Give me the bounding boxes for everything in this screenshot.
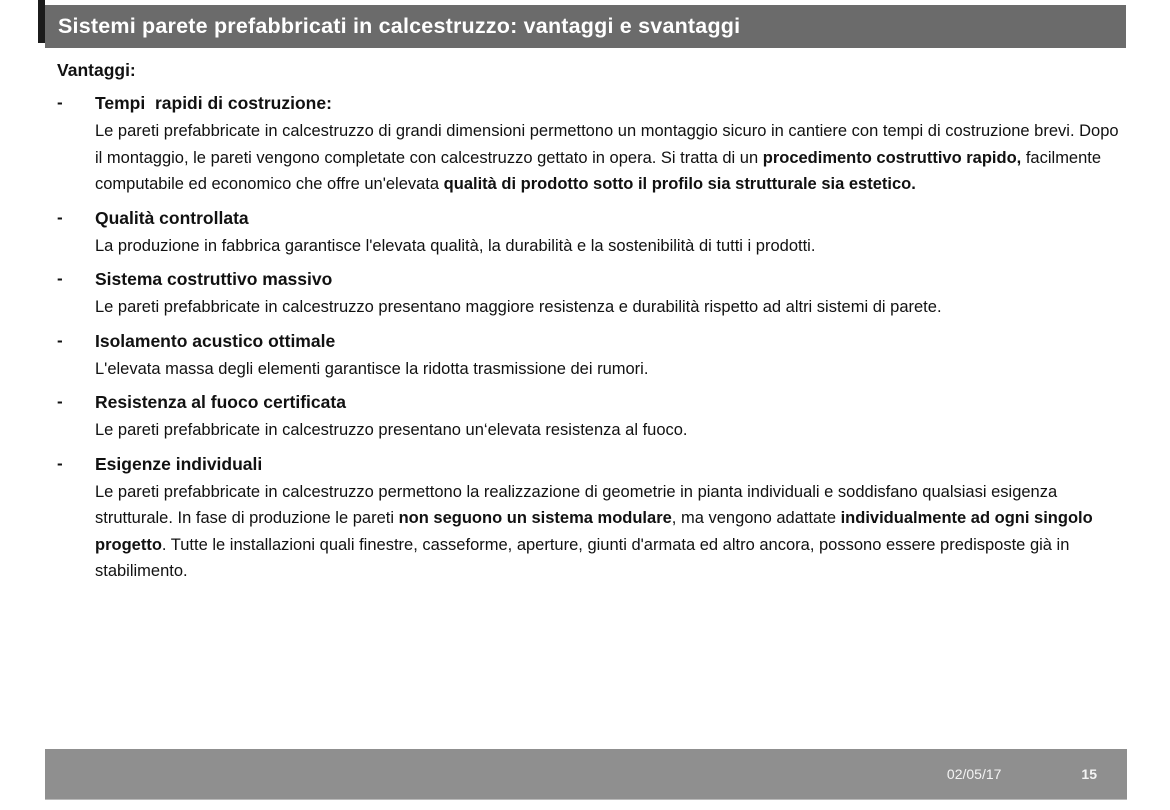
advantage-content [95,206,1122,260]
body-text: facilmente computabile ed economico che offre un'elevata [95,148,1102,193]
body-text: , ma vengono adattate [671,509,841,527]
slide-title: Sistemi parete prefabbricati in calcestruzzo: vantaggi e svantaggi [58,14,741,38]
bullet-dash: - [57,392,63,411]
advantage-heading: Resistenza al fuoco certificata [95,392,346,412]
footer-page-number: 15 [1081,766,1097,782]
advantage-heading: Tempi rapidi di costruzione: [95,93,332,113]
advantage-heading: Isolamento acustico ottimale [95,330,336,351]
advantage-item [57,267,1122,321]
body-text: Le pareti prefabbricate in calcestruzzo di grandi dimensioni permettono un montaggio sicuro in cantiere con tempi di costruzione brevi. Dopo il montaggio, le pareti vengono completate con calcestruzzo gettato in opera. Si tratta di un [95,122,1119,167]
advantage-body [95,118,1122,198]
title-bar-accent [38,0,45,43]
advantage-content [95,329,1122,383]
advantage-body [95,479,1122,585]
advantages-list [57,91,1122,585]
body-text: L'elevata massa degli elementi garantisce la ridotta trasmissione dei rumori. [95,359,649,378]
advantage-body [95,356,1122,383]
advantage-content [95,390,1122,444]
bullet-dash: - [57,330,63,350]
advantage-body [95,417,1122,444]
body-text-bold: procedimento costruttivo rapido, [762,148,1022,167]
advantage-item [57,91,1122,198]
body-text: Le pareti prefabbricate in calcestruzzo presentano un‘elevata resistenza al fuoco. [95,421,688,439]
bullet-dash: - [57,269,63,288]
slide-footer-bar [45,749,1127,800]
advantage-heading: Esigenze individuali [95,453,263,474]
advantage-body [95,233,1122,260]
body-text-bold: qualità di prodotto sotto il profilo sia strutturale sia estetico. [443,175,916,193]
bullet-dash: - [57,453,63,473]
advantage-item [57,329,1122,383]
body-text: Le pareti prefabbricate in calcestruzzo permettono la realizzazione di geometrie in pianta individuali e soddisfano qualsiasi esigenza strutturale. In fase di produzione le pareti [95,482,1058,527]
advantage-item [57,206,1122,260]
advantage-content [95,91,1122,198]
advantage-item [57,452,1122,585]
footer-date: 02/05/17 [946,766,1002,782]
slide-title-bar [45,5,1126,48]
advantage-item [57,390,1122,444]
body-text: . Tutte le installazioni quali finestre, casseforme, aperture, giunti d'armata ed altro ancora, possono essere predisposte già in stabilimento. [95,535,1070,580]
advantage-content [95,452,1122,585]
slide-body [57,60,1122,585]
body-text: Le pareti prefabbricate in calcestruzzo presentano maggiore resistenza e durabilità rispetto ad altri sistemi di parete. [95,298,942,316]
bullet-dash: - [57,207,63,227]
advantages-label: Vantaggi: [57,60,136,80]
body-text: La produzione in fabbrica garantisce l'elevata qualità, la durabilità e la sostenibilità di tutti i prodotti. [95,236,816,255]
advantage-heading: Qualità controllata [95,207,249,228]
advantage-heading: Sistema costruttivo massivo [95,269,333,289]
bullet-dash: - [57,93,63,112]
body-text-bold: non seguono un sistema modulare [398,509,672,527]
advantage-body [95,294,1122,321]
body-text-bold: individualmente ad ogni singolo progetto [95,509,1093,554]
advantage-content [95,267,1122,321]
